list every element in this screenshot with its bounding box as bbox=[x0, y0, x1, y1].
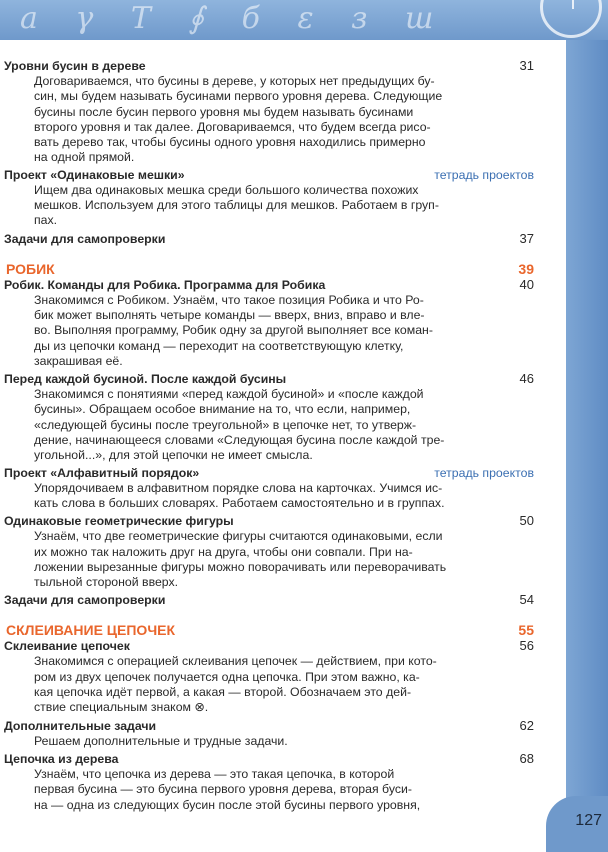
description-line: их можно так наложить друг на друга, чтобы они совпали. При на- bbox=[34, 544, 413, 559]
entry-title: Уровни бусин в дереве bbox=[4, 59, 146, 73]
entry-page-number: 37 bbox=[519, 230, 534, 246]
description-line: Упорядочиваем в алфавитном порядке слова на карточках. Учимся ис- bbox=[34, 480, 443, 495]
description-line: ды из цепочки команд — переходит на соответствующую клетку, bbox=[34, 338, 404, 353]
description-line: Решаем дополнительные и трудные задачи. bbox=[34, 733, 288, 748]
entry-title: Склеивание цепочек bbox=[4, 639, 130, 654]
decor-glyphs: a γ T ∮ б ε з ш bbox=[20, 1, 448, 36]
toc-entry bbox=[0, 718, 534, 749]
entry-page-number: 68 bbox=[519, 750, 534, 766]
entry-page-number: 62 bbox=[519, 717, 534, 733]
chapter-page-number: 55 bbox=[518, 622, 534, 639]
entry-description bbox=[0, 293, 534, 369]
description-line: бусины после бусин первого уровня мы будем называть бусинами bbox=[34, 104, 414, 119]
description-line: тыльной стороной вверх. bbox=[34, 575, 179, 590]
project-notebook-ref: тетрадь проектов bbox=[434, 167, 534, 182]
toc-entry bbox=[0, 58, 534, 166]
description-line: ложении вырезанные фигуры можно поворачивать или переворачивать bbox=[34, 559, 447, 574]
description-line: первая бусина — это бусина первого уровня дерева, вторая буси- bbox=[34, 782, 412, 797]
description-line: вать дерево так, чтобы бусины одного уровня находились примерно bbox=[34, 135, 426, 150]
entry-page-number: 56 bbox=[519, 638, 534, 654]
description-line: ствие специальным знаком ⊗. bbox=[34, 700, 209, 715]
toc-entry bbox=[0, 513, 534, 590]
toc-entry bbox=[0, 592, 534, 608]
entry-page-number: 50 bbox=[519, 513, 534, 529]
description-line: «следующей бусины после треугольной» в цепочке нет, то утверж- bbox=[34, 417, 417, 432]
entry-page-number: 46 bbox=[519, 371, 534, 387]
description-line: бусины». Обращаем особое внимание на то, что если, например, bbox=[34, 402, 411, 417]
description-line: Узнаём, что цепочка из дерева — это такая цепочка, в которой bbox=[34, 766, 395, 781]
toc-entry bbox=[0, 168, 534, 229]
entry-title: Дополнительные задачи bbox=[4, 718, 157, 733]
description-line: закрашивая её. bbox=[34, 353, 123, 368]
description-line: ром из двух цепочек получается одна цепочка. При этом важно, ка- bbox=[34, 669, 420, 684]
description-line: Знакомимся с понятиями «перед каждой бусиной» и «после каждой bbox=[34, 387, 424, 402]
chapter-page-number: 39 bbox=[518, 260, 534, 277]
description-line: кая цепочка идёт первой, а какая — второй. Обозначаем это дей- bbox=[34, 685, 412, 700]
description-line: угольной...», для этой цепочки не имеет смысла. bbox=[34, 448, 313, 463]
description-line: во. Выполняя программу, Робик одну за другой выполняет все коман- bbox=[34, 323, 433, 338]
entry-description bbox=[0, 529, 534, 590]
project-notebook-ref: тетрадь проектов bbox=[434, 465, 534, 480]
entry-title: Робик. Команды для Робика. Программа для Робика bbox=[4, 277, 326, 292]
chapter-heading bbox=[0, 622, 534, 638]
sidebar-strip bbox=[566, 40, 608, 852]
toc-entry bbox=[0, 371, 534, 463]
entry-title: Проект «Одинаковые мешки» bbox=[4, 167, 185, 182]
description-line: пах. bbox=[34, 213, 58, 228]
entry-title: Задачи для самопроверки bbox=[4, 231, 166, 246]
description-line: бик может выполнять четыре команды — вверх, вниз, вправо и вле- bbox=[34, 307, 425, 322]
description-line: кать слова в больших словарях. Работаем самостоятельно и в группах. bbox=[34, 495, 445, 510]
toc-content bbox=[0, 58, 534, 815]
description-line: Договариваемся, что бусины в дереве, у которых нет предыдущих бу- bbox=[34, 74, 435, 88]
description-line: мешков. Используем для этого таблицы для мешков. Работаем в груп- bbox=[34, 198, 439, 213]
entry-description bbox=[0, 481, 534, 512]
toc-entry bbox=[0, 231, 534, 247]
description-line: Знакомимся с операцией склеивания цепочек — действием, при кото- bbox=[34, 654, 437, 669]
description-line: дение, начинающееся словами «Следующая бусина после каждой тре- bbox=[34, 433, 445, 448]
entry-description bbox=[0, 767, 534, 813]
description-line: син, мы будем называть бусинами первого уровня дерева. Следующие bbox=[34, 89, 443, 104]
entry-title: Одинаковые геометрические фигуры bbox=[4, 514, 234, 529]
page-number: 127 bbox=[575, 812, 602, 829]
entry-page-number: 40 bbox=[519, 276, 534, 292]
chapter-heading bbox=[0, 261, 534, 277]
description-line: Ищем два одинаковых мешка среди большого количества похожих bbox=[34, 182, 419, 197]
description-line: второго уровня и так далее. Договариваемся, что будем всегда рисо- bbox=[34, 119, 431, 134]
description-line: на одной прямой. bbox=[34, 150, 135, 165]
entry-description bbox=[0, 654, 534, 715]
entry-description bbox=[0, 387, 534, 463]
entry-description bbox=[0, 74, 534, 166]
entry-description bbox=[0, 734, 534, 749]
entry-title: Цепочка из дерева bbox=[4, 751, 119, 766]
entry-page-number: 31 bbox=[519, 58, 534, 73]
toc-entry bbox=[0, 466, 534, 512]
description-line: Знакомимся с Робиком. Узнаём, что такое позиция Робика и что Ро- bbox=[34, 292, 424, 307]
entry-title: Задачи для самопроверки bbox=[4, 593, 166, 608]
chapter-title: СКЛЕИВАНИЕ ЦЕПОЧЕК bbox=[6, 622, 176, 639]
chapter-title: РОБИК bbox=[6, 260, 55, 277]
description-line: на — одна из следующих бусин после этой бусины первого уровня, bbox=[34, 797, 421, 812]
header-banner bbox=[0, 0, 608, 40]
entry-title: Проект «Алфавитный порядок» bbox=[4, 465, 200, 480]
clock-icon bbox=[540, 0, 602, 38]
entry-page-number: 54 bbox=[519, 592, 534, 608]
toc-entry bbox=[0, 751, 534, 813]
toc-entry bbox=[0, 638, 534, 715]
description-line: Узнаём, что две геометрические фигуры считаются одинаковыми, если bbox=[34, 529, 443, 544]
entry-title: Перед каждой бусиной. После каждой бусины bbox=[4, 372, 287, 387]
entry-description bbox=[0, 183, 534, 229]
toc-entry bbox=[0, 277, 534, 369]
